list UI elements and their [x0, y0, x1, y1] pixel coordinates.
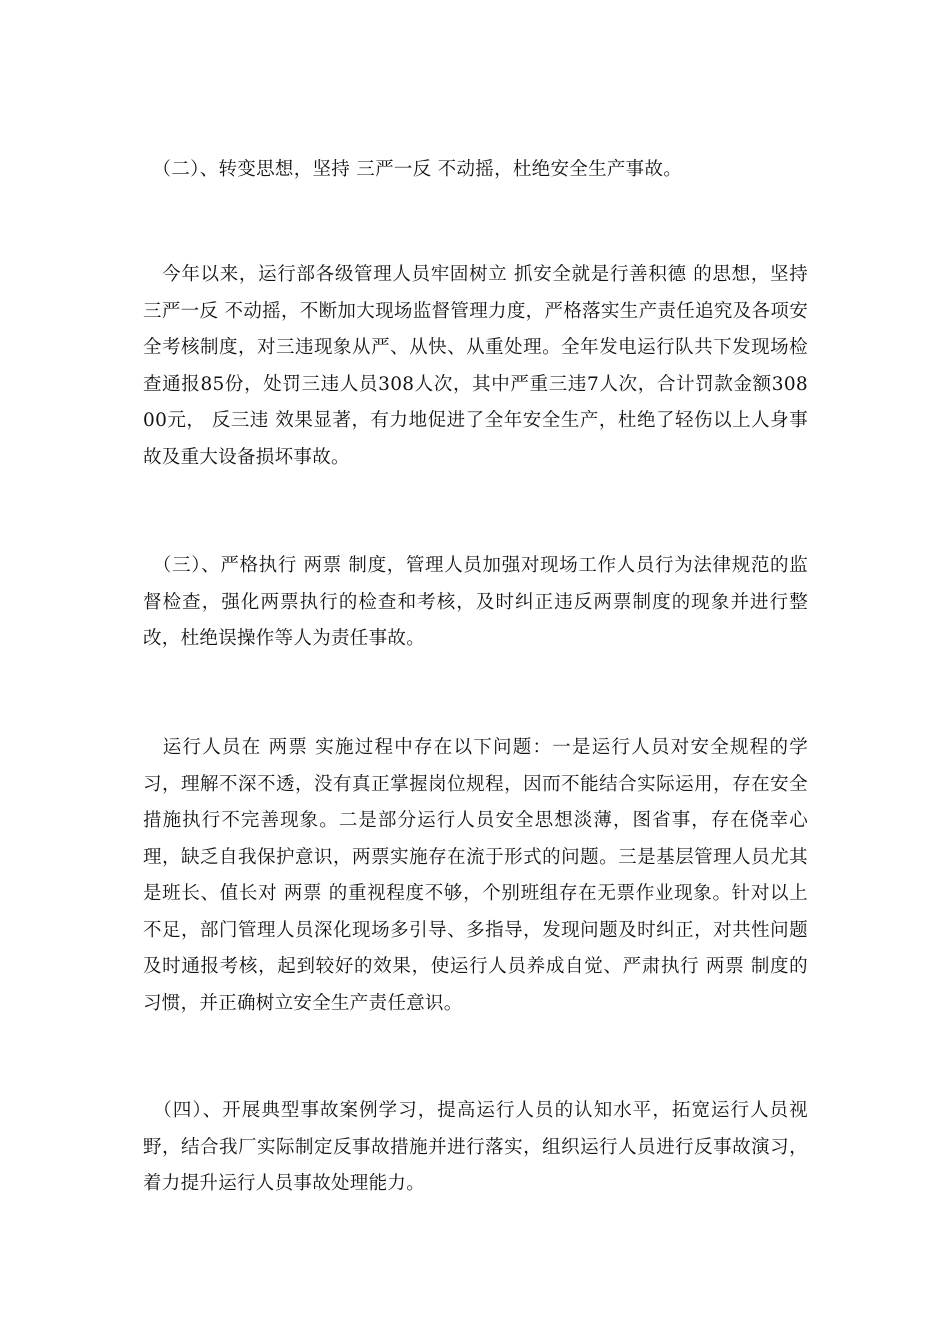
- section-heading-2: （二）、转变思想，坚持 三严一反 不动摇，杜绝安全生产事故。: [143, 159, 683, 180]
- paragraph-two-tickets-issues: 运行人员在 两票 实施过程中存在以下问题：一是运行人员对安全规程的学习，理解不深不透，没有真正掌握岗位规程，因而不能结合实际运用，存在安全措施执行不完善现象。二是部分运行人员安全思想淡薄，图省事，存在侥幸心理，缺乏自我保护意识，两票实施存在流于形式的问题。三是基层管理人员尤其是班长、值长对 两票 的重视程度不够，个别班组存在无票作业现象。针对以上不足，部门管理人员深化现场多引导、多指导，发现问题及时纠正，对共性问题及时通报考核，起到较好的效果，使运行人员养成自觉、严肃执行 两票 制度的习惯，并正确树立安全生产责任意识。: [143, 737, 808, 1014]
- section-heading-4: （四）、开展典型事故案例学习，提高运行人员的认知水平，拓宽运行人员视野，结合我厂实际制定反事故措施并进行落实，组织运行人员进行反事故演习，着力提升运行人员事故处理能力。: [143, 1100, 808, 1194]
- section-heading-3: （三）、严格执行 两票 制度，管理人员加强对现场工作人员行为法律规范的监督检查，强化两票执行的检查和考核，及时纠正违反两票制度的现象并进行整改，杜绝误操作等人为责任事故。: [143, 555, 808, 649]
- paragraph-safety-management: 今年以来，运行部各级管理人员牢固树立 抓安全就是行善积德 的思想，坚持 三严一反 不动摇，不断加大现场监督管理力度，严格落实生产责任追究及各项安全考核制度，对三违现象从严、从快、从重处理。全年发电运行队共下发现场检查通报85份，处罚三违人员308人次，其中严重三违7人次，合计罚款金额30800元， 反三违 效果显著，有力地促进了全年安全生产，杜绝了轻伤以上人身事故及重大设备损坏事故。: [143, 264, 815, 468]
